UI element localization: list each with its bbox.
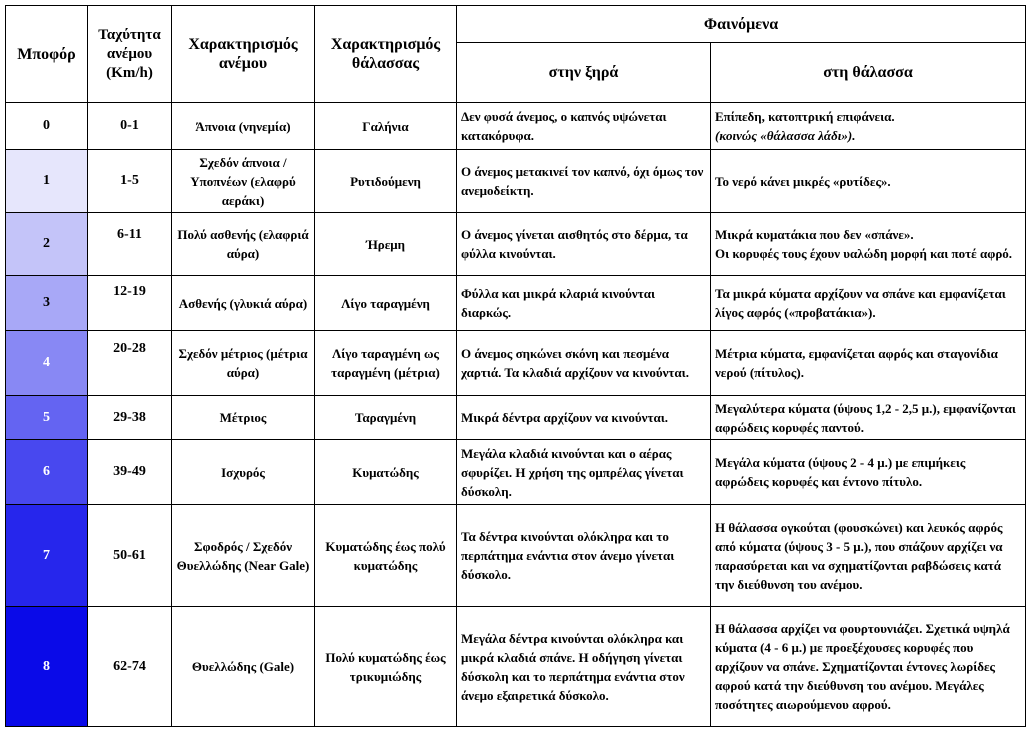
land-phenomena-cell: Μεγάλα δέντρα κινούνται ολόκληρα και μικρά κλαδιά σπάνε. Η οδήγηση γίνεται δύσκολη και το περπάτημα ενάντια στον άνεμο εξαιρετικά δύσκολο. [457,607,711,727]
sea-phenomena-cell: Η θάλασσα αρχίζει να φουρτουνιάζει. Σχετικά υψηλά κύματα (4 - 6 μ.) με προεξέχουσες κορυφές που αρχίζουν να σπάνε. Σχηματίζονται έντονες λωρίδες αφρού κατά την διεύθυνση του ανέμου. Μεγάλες ποσότητες αιωρούμενου αφρού. [711,607,1026,727]
wind-speed-cell: 12-19 [88,276,172,331]
header-speed-line1: Ταχύτητα [98,26,161,43]
sea-characterization-cell: Ρυτιδούμενη [315,150,457,213]
sea-characterization-cell: Γαλήνια [315,103,457,150]
beaufort-number-cell: 7 [6,505,88,607]
header-beaufort: Μποφόρ [6,6,88,103]
sea-characterization-cell: Ταραγμένη [315,396,457,440]
table-row [6,150,1026,213]
wind-characterization-cell: Σχεδόν άπνοια / Υποπνέων (ελαφρύ αεράκι) [172,150,315,213]
table-row [6,213,1026,276]
land-phenomena-cell: Ο άνεμος μετακινεί τον καπνό, όχι όμως τον ανεμοδείκτη. [457,150,711,213]
land-phenomena-cell: Δεν φυσά άνεμος, ο καπνός υψώνεται κατακόρυφα. [457,103,711,150]
wind-speed-cell: 62-74 [88,607,172,727]
header-at-sea: στη θάλασσα [711,43,1026,103]
sea-phenomena-cell: Η θάλασσα ογκούται (φουσκώνει) και λευκός αφρός από κύματα (ύψους 3 - 5 μ.), που σπάζουν αρχίζει να παρασύρεται και να σχηματίζονται ραβδώσεις κατά την διεύθυνση του ανέμου. [711,505,1026,607]
header-sea-characterization: Χαρακτηρισμός θάλασσας [315,6,457,103]
sea-phenomena-cell: Το νερό κάνει μικρές «ρυτίδες». [711,150,1026,213]
wind-speed-cell: 6-11 [88,213,172,276]
sea-phenomena-cell: Τα μικρά κύματα αρχίζουν να σπάνε και εμφανίζεται λίγος αφρός («προβατάκια»). [711,276,1026,331]
table-row [6,607,1026,727]
beaufort-number-cell: 1 [6,150,88,213]
wind-speed-cell: 50-61 [88,505,172,607]
sea-characterization-cell: Πολύ κυματώδης έως τρικυμιώδης [315,607,457,727]
land-phenomena-cell: Φύλλα και μικρά κλαριά κινούνται διαρκώς. [457,276,711,331]
beaufort-number-cell: 5 [6,396,88,440]
beaufort-number-cell: 2 [6,213,88,276]
header-on-land: στην ξηρά [457,43,711,103]
sea-phenomena-line: Επίπεδη, κατοπτρική επιφάνεια. [715,109,895,124]
sea-phenomena-line: Οι κορυφές τους έχουν υαλώδη μορφή και ποτέ αφρό. [715,246,1013,261]
land-phenomena-cell: Ο άνεμος γίνεται αισθητός στο δέρμα, τα φύλλα κινούνται. [457,213,711,276]
sea-characterization-cell: Κυματώδης [315,440,457,505]
land-phenomena-cell: Τα δέντρα κινούνται ολόκληρα και το περπάτημα ενάντια στον άνεμο γίνεται δύσκολο. [457,505,711,607]
header-speed-line2: ανέμου [106,45,153,62]
beaufort-scale-table [5,5,1026,727]
header-wind-speed [88,6,172,103]
beaufort-number-cell: 3 [6,276,88,331]
land-phenomena-cell: Ο άνεμος σηκώνει σκόνη και πεσμένα χαρτιά. Τα κλαδιά αρχίζουν να κινούνται. [457,331,711,396]
wind-characterization-cell: Πολύ ασθενής (ελαφριά αύρα) [172,213,315,276]
sea-characterization-cell: Κυματώδης έως πολύ κυματώδης [315,505,457,607]
table-row [6,396,1026,440]
table-row [6,276,1026,331]
wind-speed-cell: 20-28 [88,331,172,396]
wind-characterization-cell: Σχεδόν μέτριος (μέτρια αύρα) [172,331,315,396]
sea-characterization-cell: Ήρεμη [315,213,457,276]
sea-phenomena-cell [711,103,1026,150]
header-wind-characterization: Χαρακτηρισμός ανέμου [172,6,315,103]
beaufort-number-cell: 0 [6,103,88,150]
beaufort-number-cell: 4 [6,331,88,396]
wind-speed-cell: 0-1 [88,103,172,150]
sea-phenomena-line: Μικρά κυματάκια που δεν «σπάνε». [715,227,914,242]
table-row [6,103,1026,150]
sea-characterization-cell: Λίγο ταραγμένη ως ταραγμένη (μέτρια) [315,331,457,396]
wind-speed-cell: 29-38 [88,396,172,440]
beaufort-number-cell: 8 [6,607,88,727]
table-row [6,440,1026,505]
sea-phenomena-cell [711,213,1026,276]
wind-characterization-cell: Ασθενής (γλυκιά αύρα) [172,276,315,331]
land-phenomena-cell: Μικρά δέντρα αρχίζουν να κινούνται. [457,396,711,440]
wind-speed-cell: 39-49 [88,440,172,505]
table-row [6,331,1026,396]
header-phenomena: Φαινόμενα [457,6,1026,43]
sea-phenomena-note: (κοινώς «θάλασσα λάδι»). [715,128,856,143]
header-speed-line3: (Km/h) [106,64,153,81]
wind-characterization-cell: Σφοδρός / Σχεδόν Θυελλώδης (Near Gale) [172,505,315,607]
beaufort-table-container [5,5,1026,727]
sea-characterization-cell: Λίγο ταραγμένη [315,276,457,331]
sea-phenomena-cell: Μεγαλύτερα κύματα (ύψους 1,2 - 2,5 μ.), εμφανίζονται αφρώδεις κορυφές παντού. [711,396,1026,440]
table-row [6,505,1026,607]
land-phenomena-cell: Μεγάλα κλαδιά κινούνται και ο αέρας σφυρίζει. Η χρήση της ομπρέλας γίνεται δύσκολη. [457,440,711,505]
sea-phenomena-cell: Μεγάλα κύματα (ύψους 2 - 4 μ.) με επιμήκεις αφρώδεις κορυφές και έντονο πίτυλο. [711,440,1026,505]
wind-characterization-cell: Θυελλώδης (Gale) [172,607,315,727]
wind-characterization-cell: Άπνοια (νηνεμία) [172,103,315,150]
wind-characterization-cell: Μέτριος [172,396,315,440]
sea-phenomena-cell: Μέτρια κύματα, εμφανίζεται αφρός και σταγονίδια νερού (πίτυλος). [711,331,1026,396]
beaufort-number-cell: 6 [6,440,88,505]
wind-speed-cell: 1-5 [88,150,172,213]
wind-characterization-cell: Ισχυρός [172,440,315,505]
